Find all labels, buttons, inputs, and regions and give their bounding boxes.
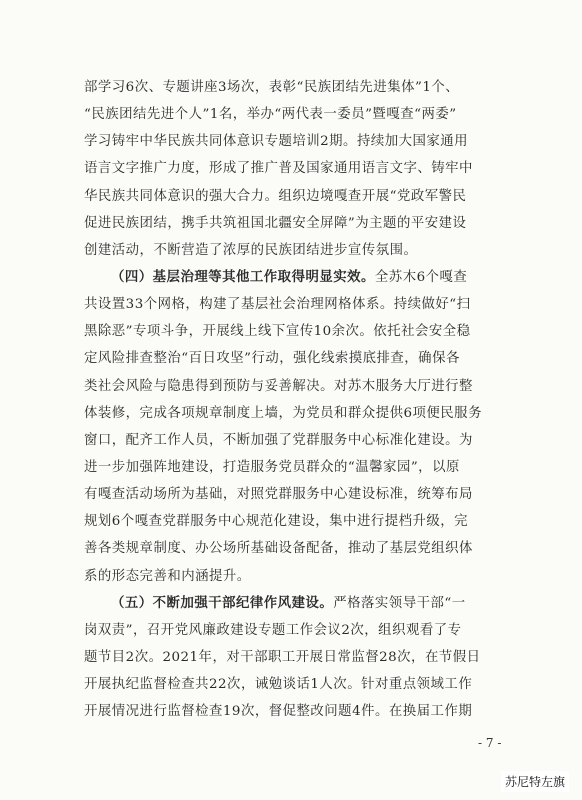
- text-line: [84, 590, 499, 617]
- text-line: [84, 427, 499, 454]
- line-text: 严格落实领导干部“一: [333, 595, 466, 611]
- body-text: [84, 74, 499, 725]
- line-text: 类社会风险与隐患得到预防与妥善解决。对苏木服务大厅进行整: [84, 378, 473, 394]
- line-text: “民族团结先进个人”1名，举办“两代表一委员”暨嘎查“两委”: [84, 107, 457, 123]
- text-line: [84, 671, 499, 698]
- text-line: [84, 644, 499, 671]
- text-line: [84, 210, 499, 237]
- text-line: [84, 291, 499, 318]
- line-text: 善各类规章制度、办公场所基础设备配备，推动了基层党组织体: [84, 541, 473, 557]
- line-text: 华民族共同体意识的强大合力。组织边境嘎查开展“党政军警民: [84, 188, 467, 204]
- line-text: 题节目2次。2021年，对干部职工开展日常监督28次，在节假日: [84, 649, 481, 665]
- line-text: 共设置33个网格，构建了基层社会治理网格体系。持续做好“扫: [84, 297, 471, 313]
- text-line: [84, 698, 499, 725]
- line-text: 开展情况进行监督检查19次，督促整改问题4件。在换届工作期: [84, 704, 473, 720]
- text-line: [84, 400, 499, 427]
- line-text: 系的形态完善和内涵提升。: [84, 568, 251, 584]
- text-line: [84, 508, 499, 535]
- text-line: [84, 155, 499, 182]
- text-line: [84, 481, 499, 508]
- text-line: [84, 237, 499, 264]
- text-line: [84, 318, 499, 345]
- line-text: 开展执纪监督检查共22次，诫勉谈话1人次。针对重点领域工作: [84, 677, 473, 693]
- line-text: 体装修，完成各项规章制度上墙，为党员和群众提供6项便民服务: [84, 405, 482, 421]
- line-text: 有嘎查活动场所为基础，对照党群服务中心建设标准，统筹布局: [84, 487, 473, 503]
- line-text: 岗双责”，召开党风廉政建设专题工作会议2次，组织观看了专: [84, 622, 462, 638]
- text-line: [84, 617, 499, 644]
- section-heading: （四）基层治理等其他工作取得明显实效。: [111, 268, 375, 285]
- text-line: [84, 373, 499, 400]
- line-text: 促进民族团结，携手共筑祖国北疆安全屏障”为主题的平安建设: [84, 215, 467, 231]
- text-line: [84, 264, 499, 291]
- line-text: 黑除恶”专项斗争，开展线上线下宣传10余次。依托社会安全稳: [84, 324, 471, 340]
- text-line: [84, 183, 499, 210]
- line-text: 规划6个嘎查党群服务中心规范化建设，集中进行提档升级，完: [84, 514, 469, 530]
- text-line: [84, 345, 499, 372]
- text-line: [84, 454, 499, 481]
- text-line: [84, 74, 499, 101]
- text-line: [84, 128, 499, 155]
- section-heading: （五）不断加强干部纪律作风建设。: [111, 594, 334, 611]
- line-text: 全苏木6个嘎查: [374, 269, 468, 285]
- line-text: 语言文字推广力度，形成了推广普及国家通用语言文字、铸牢中: [84, 161, 473, 177]
- page-number: - 7 -: [478, 736, 502, 750]
- line-text: 部学习6次、专题讲座3场次，表彰“民族团结先进集体”1个、: [84, 80, 460, 95]
- text-line: [84, 535, 499, 562]
- text-line: [84, 101, 499, 128]
- line-text: 进一步加强阵地建设，打造服务党员群众的“温馨家园”，以原: [84, 459, 460, 475]
- line-text: 创建活动，不断营造了浓厚的民族团结进步宣传氛围。: [84, 242, 418, 258]
- line-text: 学习铸牢中华民族共同体意识专题培训2期。持续加大国家通用: [84, 134, 469, 150]
- text-line: [84, 563, 499, 590]
- line-text: 窗口，配齐工作人员，不断加强了党群服务中心标准化建设。为: [84, 432, 473, 448]
- line-text: 定风险排查整治“百日攻坚”行动，强化线索摸底排查，确保各: [84, 351, 460, 367]
- source-watermark: 苏尼特左旗: [501, 771, 569, 792]
